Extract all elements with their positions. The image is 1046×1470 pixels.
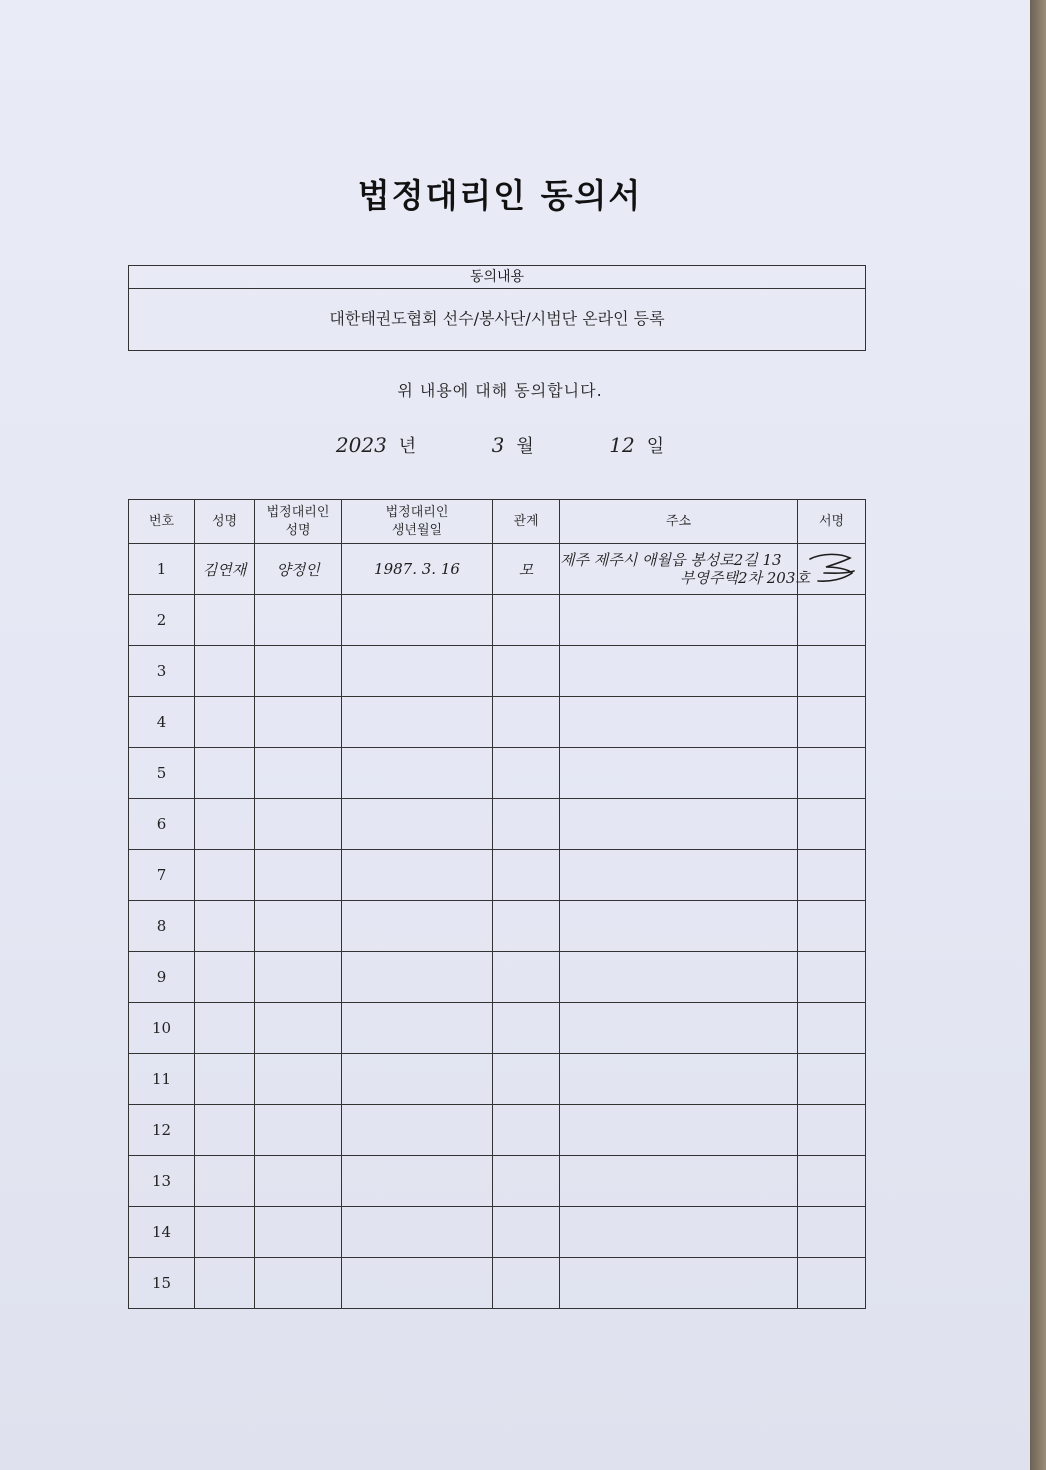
guardian-table bbox=[128, 499, 866, 1309]
row-no: 8 bbox=[129, 901, 195, 952]
document-title: 법정대리인 동의서 bbox=[357, 176, 643, 215]
row-no: 1 bbox=[129, 544, 195, 595]
row-no: 13 bbox=[129, 1156, 195, 1207]
row-relation: 모 bbox=[493, 544, 560, 595]
consent-box bbox=[128, 265, 866, 351]
date-year-unit: 년 bbox=[398, 436, 417, 457]
row-no: 14 bbox=[129, 1207, 195, 1258]
date-month-unit: 월 bbox=[516, 436, 534, 457]
table-row bbox=[129, 952, 866, 1003]
row-no: 6 bbox=[129, 799, 195, 850]
header-signature: 서명 bbox=[798, 500, 866, 544]
row-no: 4 bbox=[129, 697, 195, 748]
table-row bbox=[129, 850, 866, 901]
table-row bbox=[129, 1105, 866, 1156]
row-no: 2 bbox=[129, 595, 195, 646]
date-year: 2023 bbox=[335, 433, 387, 457]
agree-statement: 위 내용에 대해 동의합니다. bbox=[397, 381, 603, 400]
paper-edge-background bbox=[1030, 0, 1046, 1470]
row-address bbox=[560, 544, 810, 595]
row-no: 7 bbox=[129, 850, 195, 901]
table-row bbox=[129, 748, 866, 799]
header-guardian-birth bbox=[342, 500, 493, 544]
table-row bbox=[129, 646, 866, 697]
date-day: 12 bbox=[609, 433, 635, 457]
header-address: 주소 bbox=[560, 500, 798, 544]
table-row bbox=[129, 1258, 866, 1309]
header-guardian-name-line2: 성명 bbox=[285, 522, 311, 538]
table-row bbox=[129, 901, 866, 952]
date-day-unit: 일 bbox=[646, 436, 665, 457]
header-guardian-birth-line2: 생년월일 bbox=[391, 522, 443, 538]
header-name: 성명 bbox=[195, 500, 255, 544]
header-guardian-name-line1: 법정대리인 bbox=[266, 504, 330, 520]
row-no: 11 bbox=[129, 1054, 195, 1105]
row-no: 3 bbox=[129, 646, 195, 697]
date-line bbox=[0, 432, 1000, 458]
table-header-row bbox=[129, 500, 866, 544]
row-no: 9 bbox=[129, 952, 195, 1003]
row-address-line2: 부영주택2차 203호 bbox=[680, 569, 810, 587]
signature-mark-icon bbox=[804, 549, 860, 589]
date-month: 3 bbox=[491, 433, 505, 457]
table-row bbox=[129, 1207, 866, 1258]
table-row bbox=[129, 1003, 866, 1054]
row-no: 10 bbox=[129, 1003, 195, 1054]
table-row bbox=[129, 1054, 866, 1105]
row-address-line1: 제주 제주시 애월읍 봉성로2길 13 bbox=[560, 551, 782, 569]
table-row bbox=[129, 544, 866, 595]
row-guardian-name: 양정인 bbox=[255, 544, 342, 595]
row-no: 12 bbox=[129, 1105, 195, 1156]
row-name: 김연재 bbox=[195, 544, 255, 595]
row-no: 5 bbox=[129, 748, 195, 799]
table-row bbox=[129, 595, 866, 646]
row-guardian-birth: 1987. 3. 16 bbox=[342, 544, 493, 595]
header-relation: 관계 bbox=[493, 500, 560, 544]
consent-body: 대한태권도협회 선수/봉사단/시범단 온라인 등록 bbox=[329, 309, 665, 328]
header-no: 번호 bbox=[129, 500, 195, 544]
row-no: 15 bbox=[129, 1258, 195, 1309]
table-row bbox=[129, 697, 866, 748]
table-row bbox=[129, 799, 866, 850]
header-guardian-birth-line1: 법정대리인 bbox=[385, 504, 449, 520]
header-guardian-name bbox=[255, 500, 342, 544]
table-row bbox=[129, 1156, 866, 1207]
consent-header: 동의내용 bbox=[129, 266, 865, 289]
